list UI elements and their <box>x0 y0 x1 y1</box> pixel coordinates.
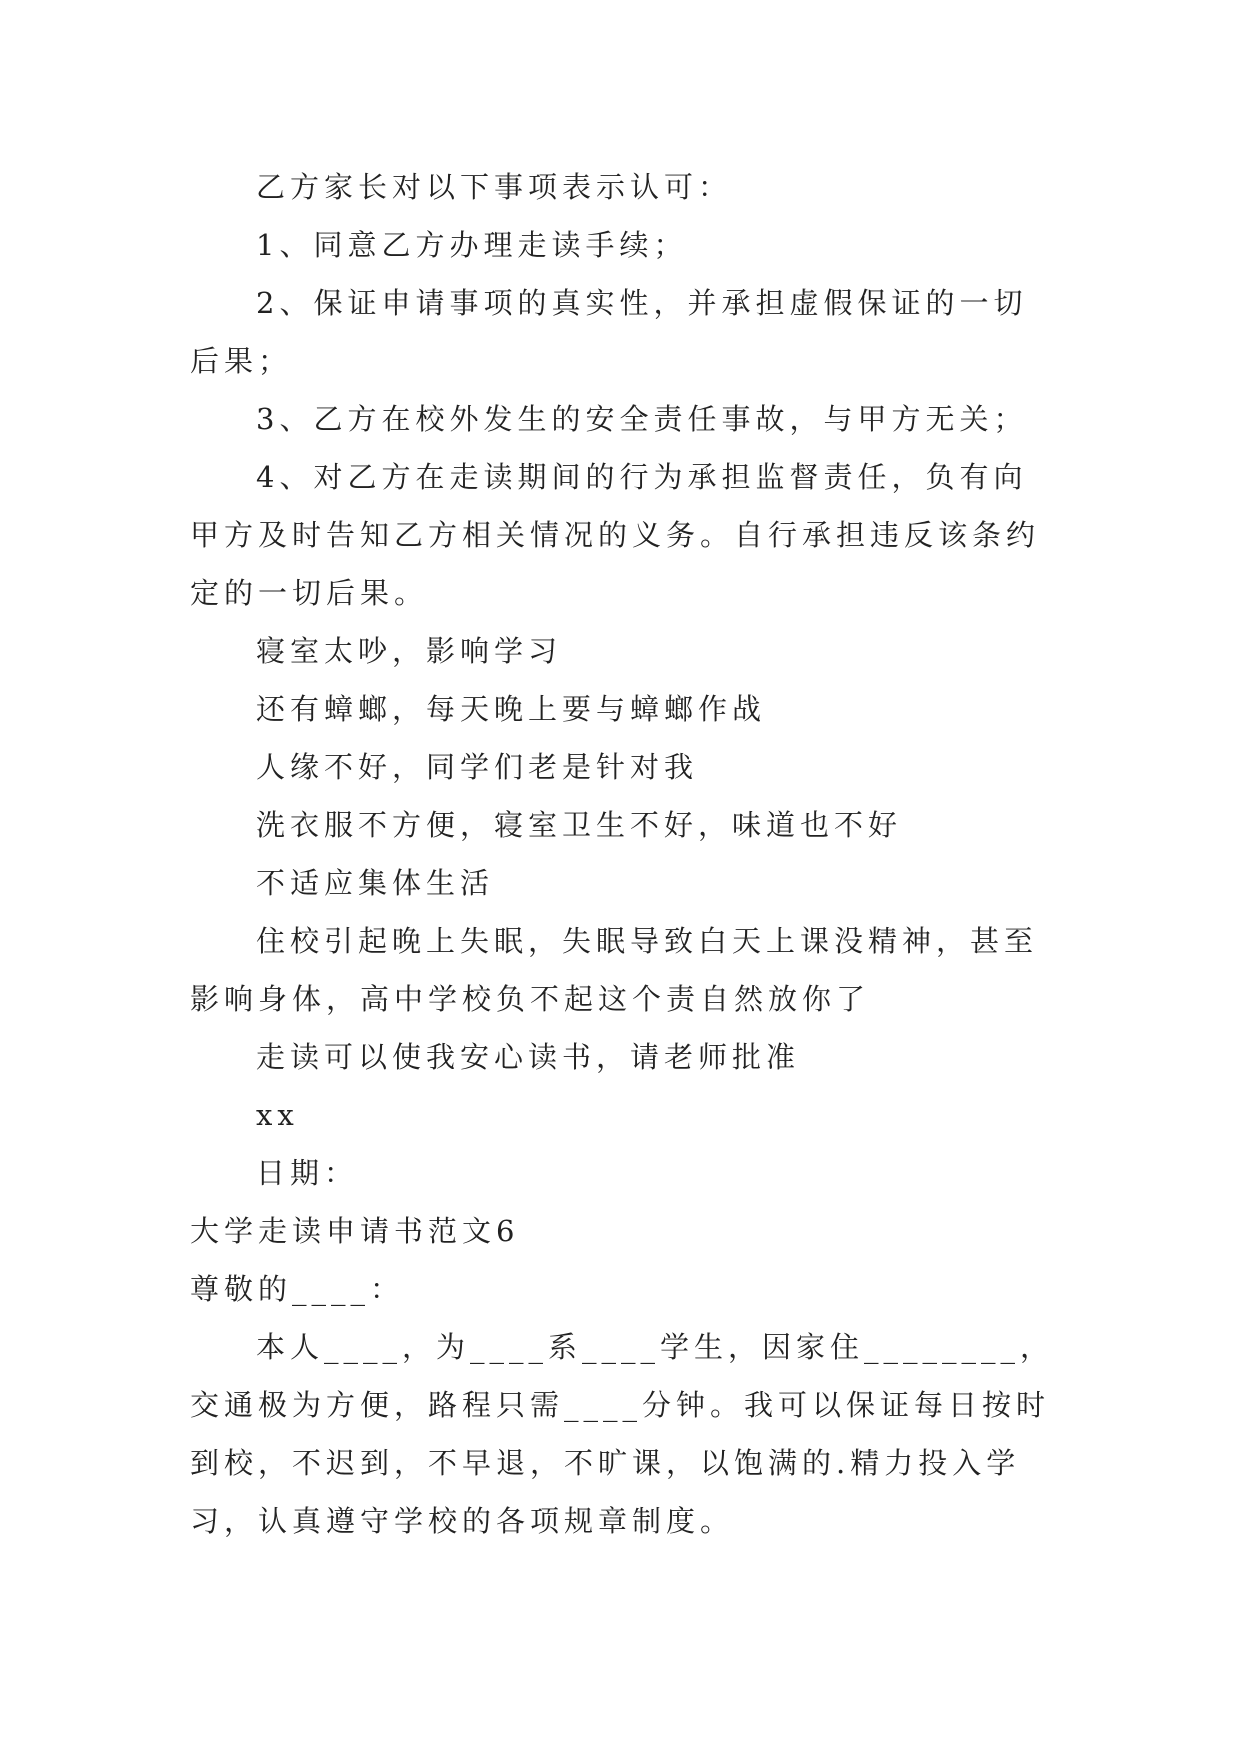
signature-date: 日期： <box>256 1156 359 1190</box>
paragraph-reason-collective: 不适应集体生活 <box>256 866 495 900</box>
paragraph-reason-insomnia: 住校引起晚上失眠，失眠导致白天上课没精神，甚至影响身体，高中学校负不起这个责自然放你了 <box>190 924 1039 1016</box>
paragraph-reason-noisy: 寝室太吵，影响学习 <box>256 634 563 668</box>
signature-name: xx <box>256 1098 299 1132</box>
paragraph-application-body: 本人____，为____系____学生，因家住________，交通极为方便，路程只需____分钟。我可以保证每日按时到校，不迟到，不早退，不旷课，以饱满的.精力投入学习，认真遵守学校的各项规章制度。 <box>190 1330 1055 1538</box>
paragraph-parent-approval: 乙方家长对以下事项表示认可： <box>256 170 733 204</box>
paragraph-item-3: 3、乙方在校外发生的安全责任事故，与甲方无关； <box>256 402 1028 436</box>
paragraph-reason-relations: 人缘不好，同学们老是针对我 <box>256 750 699 784</box>
salutation: 尊敬的____： <box>190 1272 405 1306</box>
document-body <box>190 158 1060 1550</box>
section-heading: 大学走读申请书范文6 <box>190 1214 520 1248</box>
paragraph-reason-laundry: 洗衣服不方便，寝室卫生不好，味道也不好 <box>256 808 903 842</box>
paragraph-request: 走读可以使我安心读书，请老师批准 <box>256 1040 801 1074</box>
paragraph-item-1: 1、同意乙方办理走读手续； <box>256 228 688 262</box>
paragraph-item-4: 4、对乙方在走读期间的行为承担监督责任，负有向甲方及时告知乙方相关情况的义务。自行承担违反该条约定的一切后果。 <box>190 460 1041 610</box>
paragraph-reason-cockroach: 还有蟑螂，每天晚上要与蟑螂作战 <box>256 692 767 726</box>
paragraph-item-2: 2、保证申请事项的真实性，并承担虚假保证的一切后果； <box>190 286 1028 378</box>
